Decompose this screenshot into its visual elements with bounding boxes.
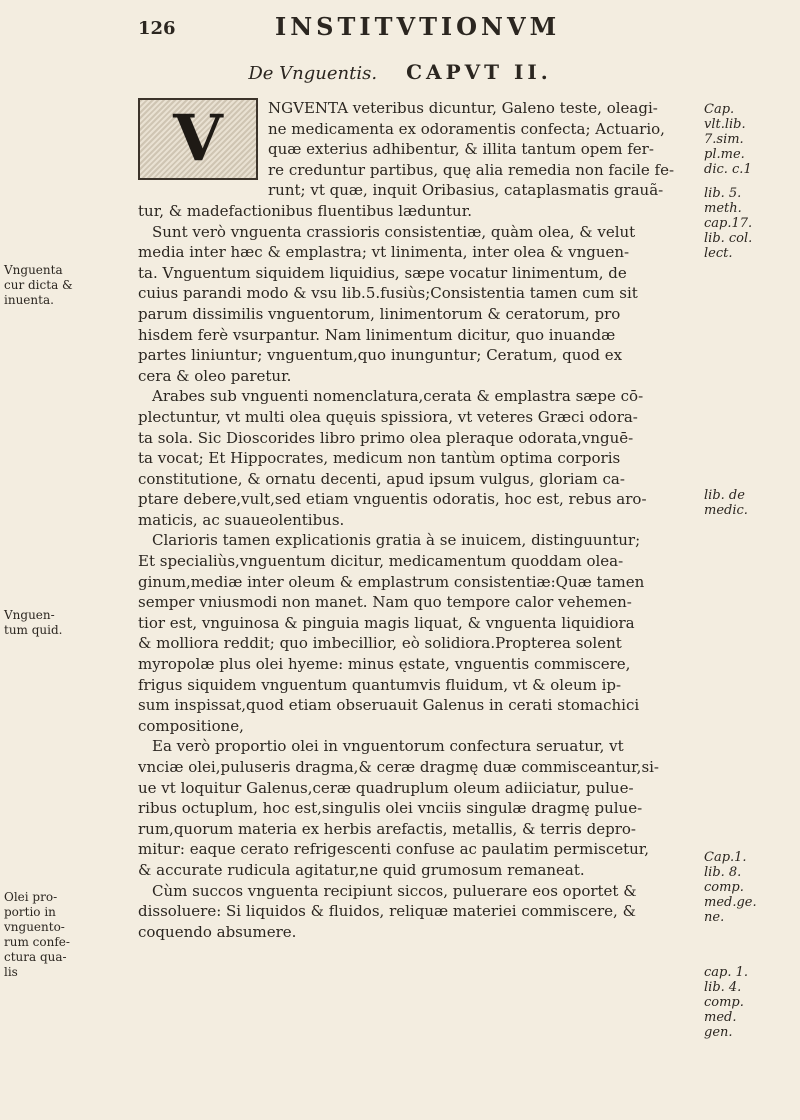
page-number: 126 — [138, 18, 176, 39]
text-line: & molliora reddit; quo imbecillior, eò solidiora.Propterea solent — [138, 634, 622, 653]
text-line: Clarioris tamen explicationis gratia à se inuicem, distinguuntur; — [152, 531, 641, 550]
page-header — [100, 10, 740, 50]
text-line: Et specialiùs,vnguentum dicitur, medicamentum quoddam olea- — [138, 552, 624, 571]
text-line: re creduntur partibus, quę alia remedia non facile fe- — [268, 160, 675, 179]
margin-note-right-4: Cap.1. lib. 8. comp. med.ge. ne. — [704, 850, 757, 925]
margin-note-left-1: Vnguenta cur dicta & inuenta. — [4, 263, 73, 307]
text-line: tior est, vnguinosa & pinguia magis liquat, & vnguenta liquidiora — [138, 613, 635, 632]
chapter-heading — [0, 60, 800, 84]
text-line: mitur: eaque cerato refrigescenti confuse ac paulatim permiscetur, — [138, 840, 650, 859]
text-line: constitutione, & ornatu decenti, apud ipsum vulgus, gloriam ca- — [138, 469, 625, 488]
text-line: ne medicamenta ex odoramentis confecta; Actuario, — [268, 119, 665, 138]
text-line: media inter hæc & emplastra; vt linimenta, inter olea & vnguen- — [138, 243, 630, 262]
text-line: myropolæ plus olei hyeme: minus ęstate, vnguentis commiscere, — [138, 655, 631, 674]
text-line: partes liniuntur; vnguentum,quo inunguntur; Ceratum, quod ex — [138, 346, 623, 365]
body-text — [138, 98, 698, 942]
text-line: Sunt verò vnguenta crassioris consistentiæ, quàm olea, & velut — [152, 222, 636, 241]
text-line: quæ exterius adhibentur, & illita tantum opem fer- — [268, 140, 654, 159]
margin-note-left-3: Olei pro- portio in vnguento- rum confe- ctura qua- lis — [4, 890, 70, 979]
running-head: INSTITVTIONVM — [275, 12, 561, 41]
text-line: cera & oleo paretur. — [138, 366, 292, 385]
margin-note-right-1: Cap. vlt.lib. 7.sim. pl.me. dic. c.1 — [704, 102, 752, 177]
section-title: De Vnguentis. — [248, 63, 378, 84]
text-line: ptare debere,vult,sed etiam vnguentis odoratis, hoc est, rebus aro- — [138, 490, 647, 509]
text-line: compositione, — [138, 716, 244, 735]
text-line: & accurate rudicula agitatur,ne quid grumosum remaneat. — [138, 860, 585, 879]
margin-note-right-5: cap. 1. lib. 4. comp. med. gen. — [704, 965, 749, 1040]
text-line: ginum,mediæ inter oleum & emplastrum consistentiæ:Quæ tamen — [138, 572, 645, 591]
chapter-number: CAPVT II. — [406, 60, 552, 84]
text-line: plectuntur, vt multi olea quęuis spissiora, vt veteres Græci odora- — [138, 407, 638, 426]
text-line: maticis, ac suaueolentibus. — [138, 510, 345, 529]
margin-note-left-2: Vnguen- tum quid. — [4, 608, 63, 637]
text-line: runt; vt quæ, inquit Oribasius, cataplasmatis grauã- — [268, 181, 664, 200]
text-line: semper vniusmodi non manet. Nam quo tempore calor vehemen- — [138, 593, 632, 612]
text-line: ue vt loquitur Galenus,ceræ quadruplum oleum adiiciatur, pulue- — [138, 778, 634, 797]
text-line: frigus siquidem vnguentum quantumvis fluidum, vt & oleum ip- — [138, 675, 622, 694]
text-line: vnciæ olei,puluseris dragma,& ceræ dragmę duæ commisceantur,si- — [138, 758, 660, 776]
text-line: cuius parandi modo & vsu lib.5.fusiùs;Consistentia tamen cum sit — [138, 284, 638, 303]
text-line: sum inspissat,quod etiam obseruauit Galenus in cerati stomachici — [138, 696, 640, 715]
text-line: hisdem ferè vsurpantur. Nam linimentum dicitur, quo inuandæ — [138, 325, 616, 344]
margin-note-right-3: lib. de medic. — [704, 488, 748, 518]
text-line: ta. Vnguentum siquidem liquidius, sæpe vocatur linimentum, de — [138, 263, 627, 282]
text-line: rum,quorum materia ex herbis arefactis, metallis, & terris depro- — [138, 819, 636, 838]
text-line: ta vocat; Et Hippocrates, medicum non tantùm optima corporis — [138, 449, 621, 468]
text-line: coquendo absumere. — [138, 922, 297, 941]
text-line: Cùm succos vnguenta recipiunt siccos, puluerare eos oportet & — [152, 881, 637, 900]
text-line: dissoluere: Si liquidos & fluidos, reliquæ materiei commiscere, & — [138, 902, 636, 921]
margin-note-right-2: lib. 5. meth. cap.17. lib. col. lect. — [704, 186, 753, 261]
initial-letter: V — [173, 101, 223, 176]
text-line: NGVENTA veteribus dicuntur, Galeno teste, oleagi- — [268, 99, 658, 117]
text-line: parum dissimilis vnguentorum, linimentorum & ceratorum, pro — [138, 304, 621, 323]
text-line: Ea verò proportio olei in vnguentorum confectura seruatur, vt — [152, 737, 624, 756]
text-line: Arabes sub vnguenti nomenclatura,cerata & emplastra sæpe cō- — [152, 387, 644, 406]
decorated-initial — [138, 98, 258, 180]
text-line: ribus octuplum, hoc est,singulis olei vnciis singulæ dragmę pulue- — [138, 799, 643, 818]
text-line: ta sola. Sic Dioscorides libro primo olea pleraque odorata,vnguē- — [138, 428, 634, 447]
text-line: tur, & madefactionibus fluentibus læduntur. — [138, 201, 473, 220]
